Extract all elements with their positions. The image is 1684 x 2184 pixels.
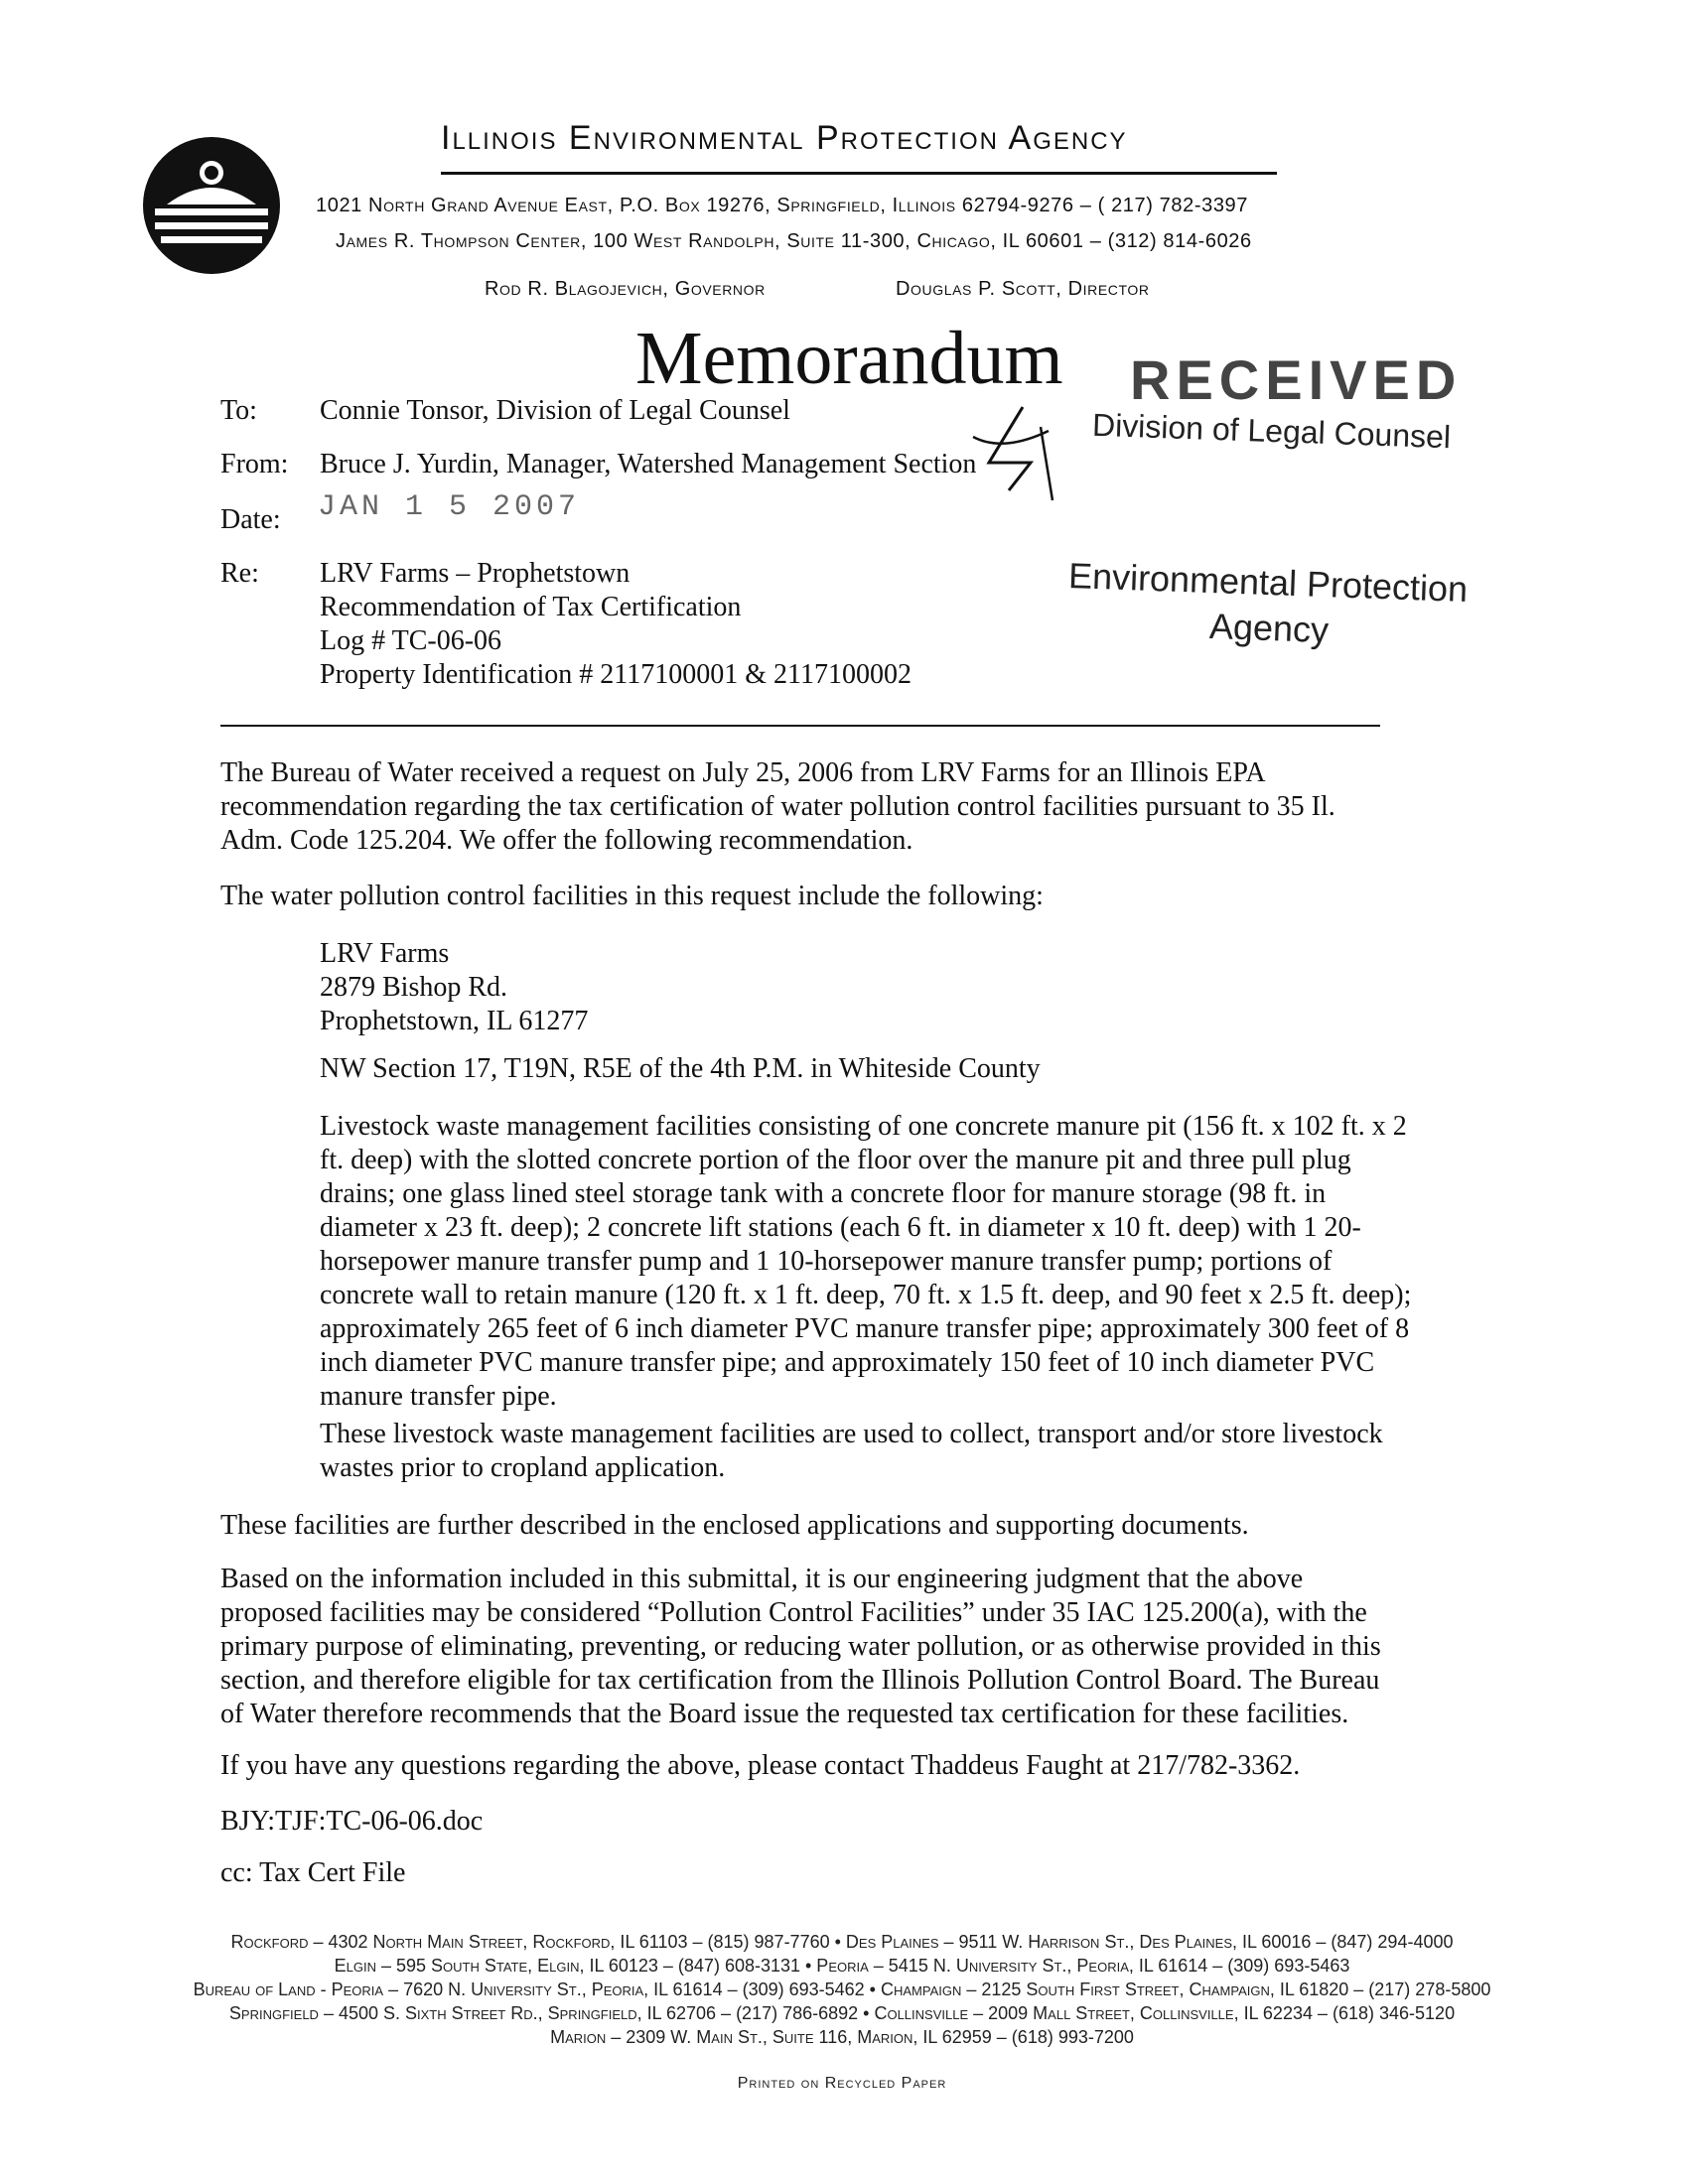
description-line: manure transfer pipe. [320,1381,557,1412]
agency-name: Illinois Environmental Protection Agency [441,119,1128,157]
to-label: To: [220,395,257,426]
description-line: drains; one glass lined steel storage tank with a concrete floor for manure storage (98 ft. in [320,1178,1327,1209]
description-line: approximately 265 feet of 6 inch diameter PVC manure transfer pipe; approximately 300 feet of 8 [320,1313,1410,1344]
description-line: ft. deep) with the slotted concrete portion of the floor over the manure pit and three pull plug [320,1145,1351,1175]
judgment-line: of Water therefore recommends that the Board issue the requested tax certification for these facilities. [220,1699,1349,1729]
re-property-id: Property Identification # 2117100001 & 2117100002 [320,659,912,690]
usage-line: wastes prior to cropland application. [320,1452,726,1483]
address-line: Prophetstown, IL 61277 [320,1006,589,1036]
agency-seal-logo-icon [141,135,282,276]
footer-office-line: Springfield – 4500 S. Sixth Street Rd., Springfield, IL 62706 – (217) 786-6892 • Collinsville – 2009 Mall Street, Collinsville, IL 62234 – (618) 346-5120 [228,2003,1456,2023]
footer-office-line: Rockford – 4302 North Main Street, Rockford, IL 61103 – (815) 987-7760 • Des Plaines – 9511 W. Harrison St., Des Plaines, IL 60016 – (847) 294-4000 [230,1932,1454,1952]
intro-line: Adm. Code 125.204. We offer the following recommendation. [220,825,913,856]
intro-line: recommendation regarding the tax certification of water pollution control facilities pursuant to 35 Il. [220,791,1335,822]
facilities-intro: The water pollution control facilities in this request include the following: [220,881,1044,911]
address-line: LRV Farms [320,938,450,969]
judgment-line: primary purpose of eliminating, preventing, or reducing water pollution, or as otherwise provided in this [220,1631,1381,1662]
stamp-division: Division of Legal Counsel [1091,406,1452,456]
address-line: 2879 Bishop Rd. [320,972,508,1003]
contact-paragraph: If you have any questions regarding the above, please contact Thaddeus Faught at 217/782-3362. [220,1750,1301,1781]
facility-location: NW Section 17, T19N, R5E of the 4th P.M. in Whiteside County [320,1053,1041,1084]
re-subject: LRV Farms – Prophetstown [320,558,631,589]
judgment-line: Based on the information included in this submittal, it is our engineering judgment that the above [220,1564,1304,1594]
memo-title: Memorandum [635,317,1063,400]
facility-description [320,1110,1442,1414]
judgment-paragraph [220,1563,1422,1731]
intro-paragraph [220,756,1422,858]
governor-name: Rod R. Blagojevich, Governor [485,278,766,300]
footer-office-line: Marion – 2309 W. Main St., Suite 116, Marion, IL 62959 – (618) 993-7200 [550,2027,1134,2047]
to-value: Connie Tonsor, Division of Legal Counsel [320,395,790,426]
description-line: concrete wall to retain manure (120 ft. x 1 ft. deep, 70 ft. x 1.5 ft. deep, and 90 feet x 2.5 ft. deep); [320,1280,1412,1310]
re-log-number: Log # TC-06-06 [320,625,502,656]
re-subject: Recommendation of Tax Certification [320,592,742,622]
further-paragraph: These facilities are further described in the enclosed applications and supporting documents. [220,1510,1249,1541]
printed-on-recycled-paper: Printed on Recycled Paper [737,2075,947,2092]
description-line: diameter x 23 ft. deep); 2 concrete lift stations (each 6 ft. in diameter x 10 ft. deep) with 1 20- [320,1212,1361,1243]
letterhead-rule [441,172,1277,175]
director-name: Douglas P. Scott, Director [896,278,1150,300]
from-value: Bruce J. Yurdin, Manager, Watershed Management Section [320,449,977,479]
usage-line: These livestock waste management facilities are used to collect, transport and/or store livestock [320,1419,1383,1449]
description-line: horsepower manure transfer pump and 1 10-horsepower manure transfer pump; portions of [320,1246,1333,1277]
reference-code: BJY:TJF:TC-06-06.doc [220,1806,484,1837]
usage-paragraph [320,1418,1442,1485]
from-label: From: [220,449,289,479]
description-line: inch diameter PVC manure transfer pipe; and approximately 150 feet of 10 inch diameter PVC [320,1347,1375,1378]
stamp-agency-line2: Agency [1208,605,1330,651]
judgment-line: proposed facilities may be considered “Pollution Control Facilities” under 35 IAC 125.200(a), with the [220,1597,1367,1628]
address-chicago: James R. Thompson Center, 100 West Randolph, Suite 11-300, Chicago, IL 60601 – (312) 814-6026 [336,230,1252,252]
date-label: Date: [220,504,281,535]
date-stamp: JAN 1 5 2007 [318,490,581,524]
re-label: Re: [220,558,259,589]
footer-office-line: Bureau of Land - Peoria – 7620 N. University St., Peoria, IL 61614 – (309) 693-5462 • Champaign – 2125 South First Street, Champaign, IL 61820 – (217) 278-5800 [193,1979,1491,1999]
stamp-agency-line1: Environmental Protection [1067,554,1469,611]
description-line: Livestock waste management facilities consisting of one concrete manure pit (156 ft. x 102 ft. x 2 [320,1111,1407,1142]
address-springfield: 1021 North Grand Avenue East, P.O. Box 19276, Springfield, Illinois 62794-9276 – ( 217) 782-3397 [316,195,1248,216]
header-rule [220,725,1380,727]
cc-line: cc: Tax Cert File [220,1857,406,1888]
facility-address [320,937,1442,1038]
footer-office-line: Elgin – 595 South State, Elgin, IL 60123 – (847) 608-3131 • Peoria – 5415 N. University St., Peoria, IL 61614 – (309) 693-5463 [334,1956,1350,1976]
received-stamp: RECEIVED [1130,348,1463,411]
intro-line: The Bureau of Water received a request on July 25, 2006 from LRV Farms for an Illinois EPA [220,757,1266,788]
judgment-line: section, and therefore eligible for tax certification from the Illinois Pollution Control Board. The Bureau [220,1665,1380,1696]
